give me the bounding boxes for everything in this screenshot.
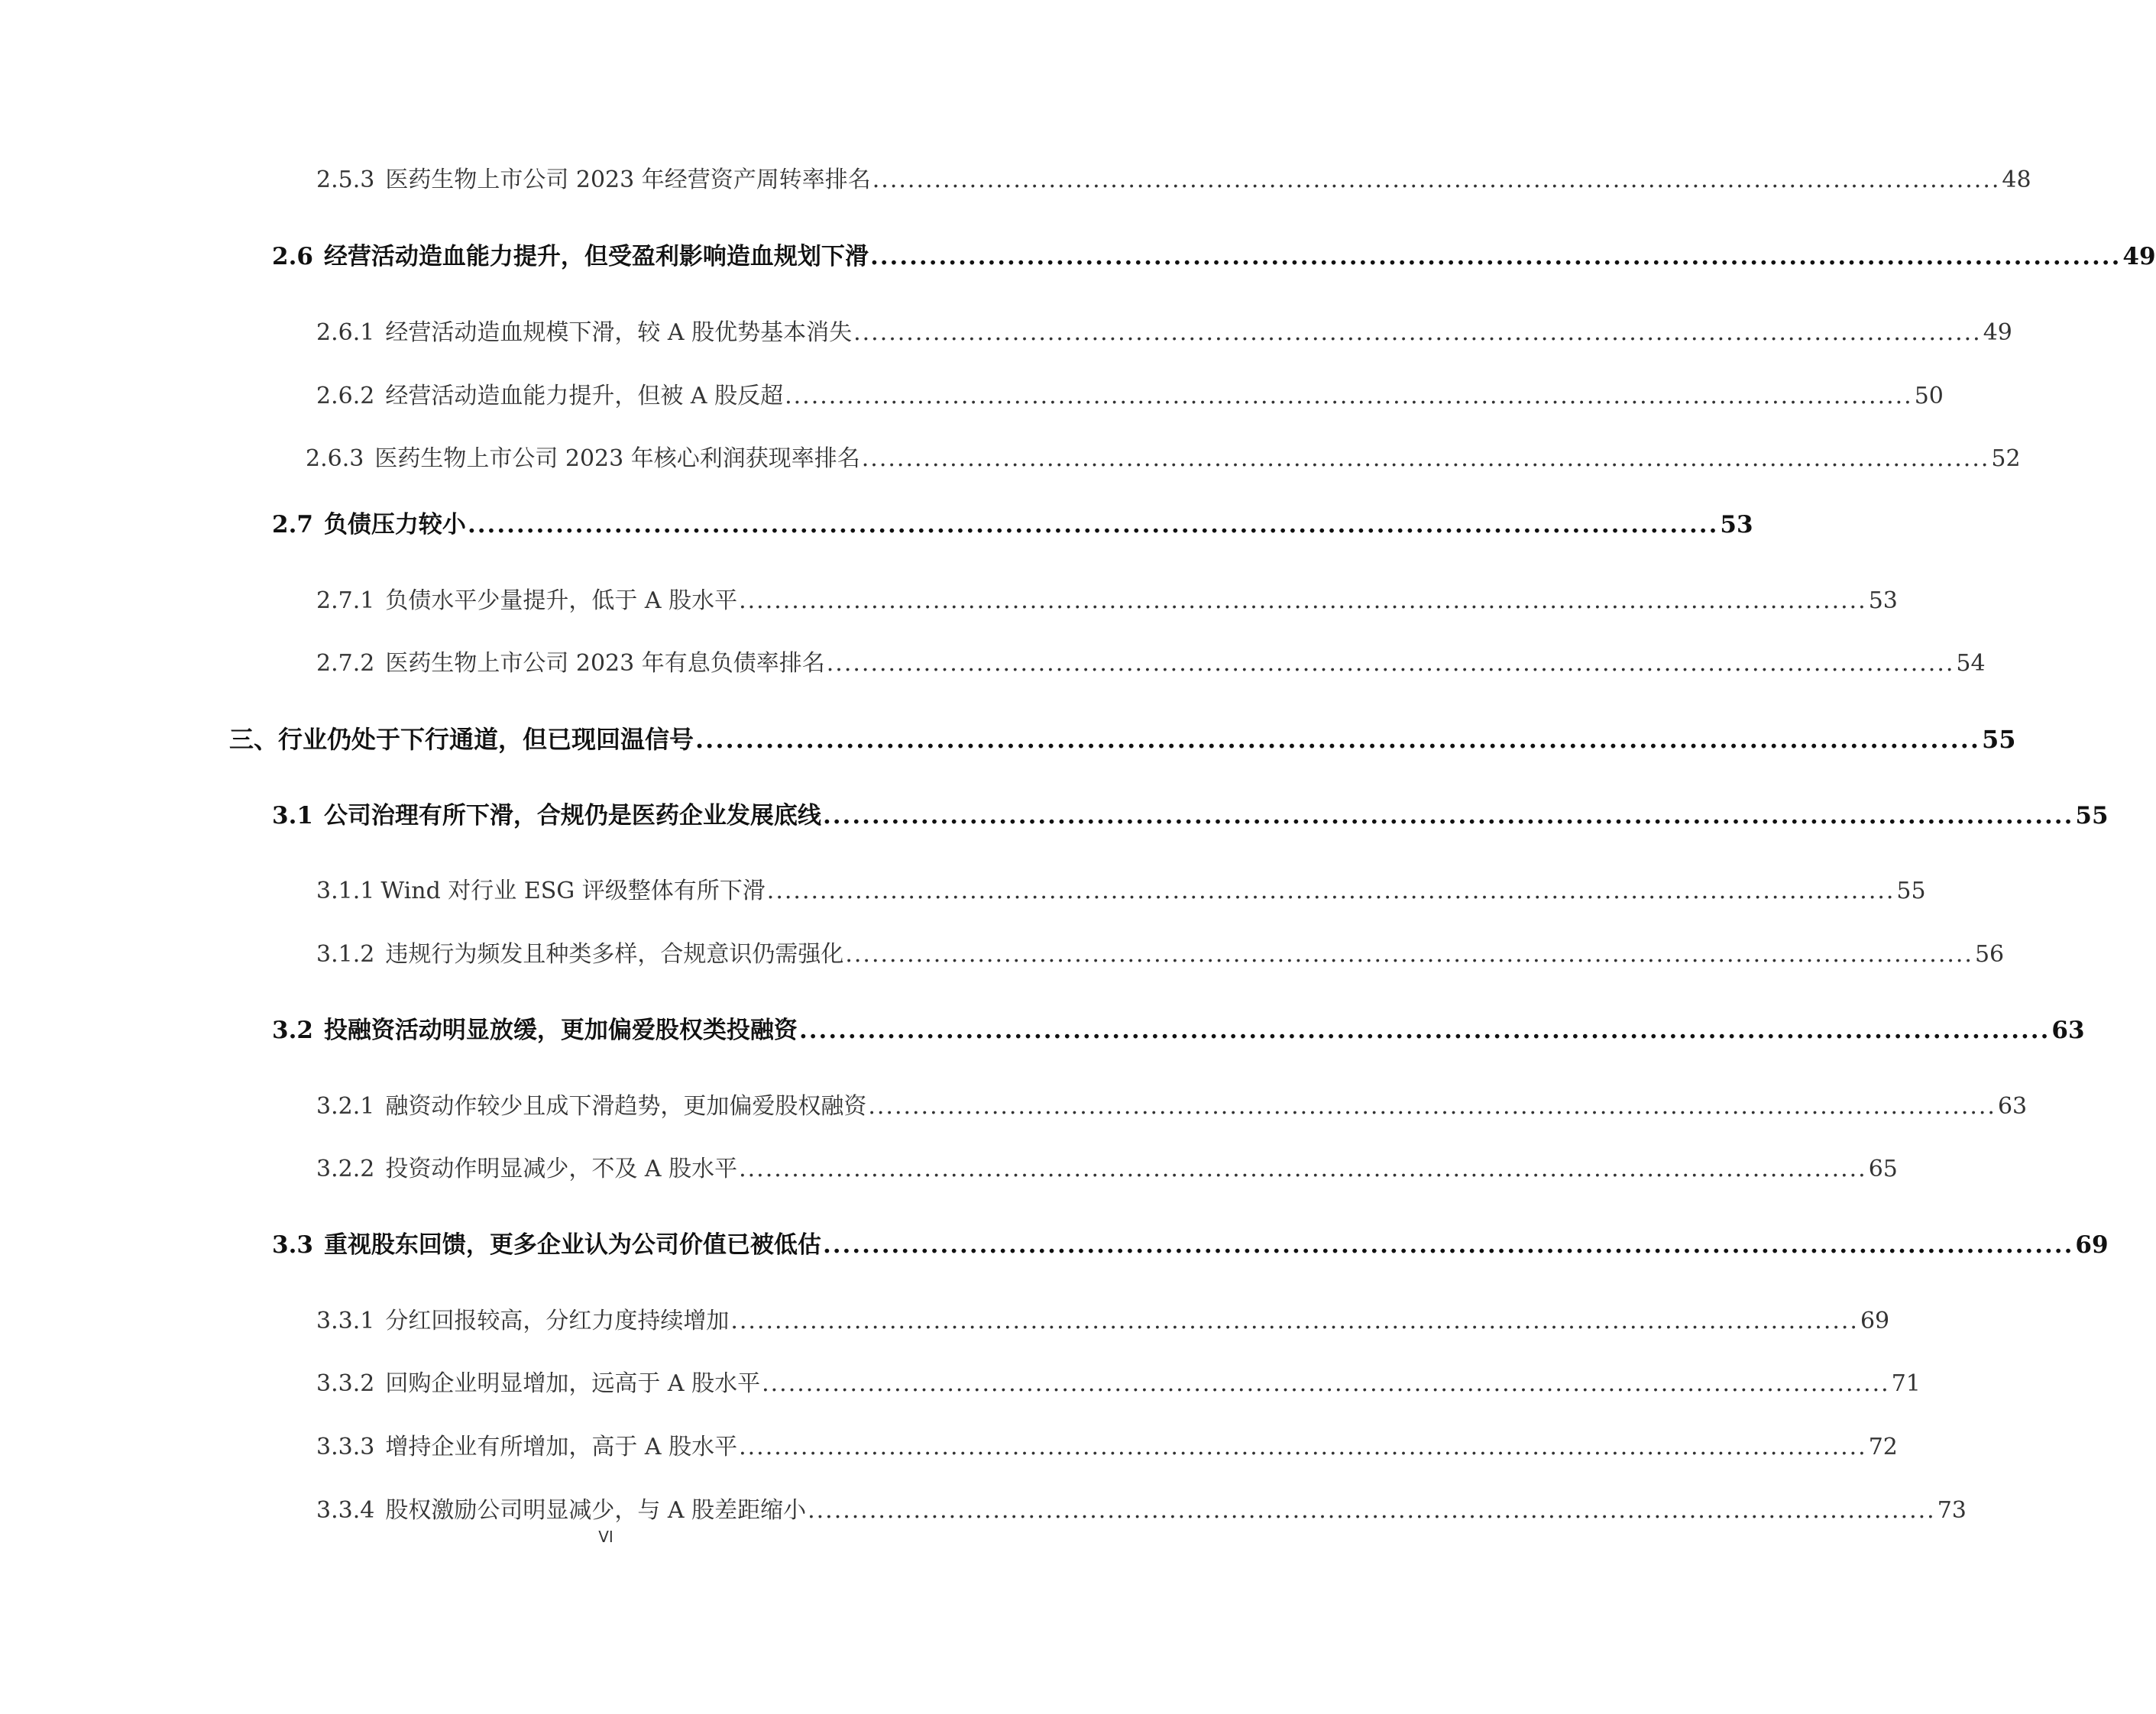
toc-entry[interactable] (316, 380, 1944, 413)
toc-entry[interactable] (316, 1090, 2028, 1124)
dot-leader: ................................................................................................................................ (739, 1434, 1867, 1460)
toc-number: 2.6.1 (316, 319, 375, 346)
toc-number: 2.7.1 (316, 587, 375, 614)
toc-entry[interactable] (272, 240, 2156, 273)
toc-entry[interactable] (316, 584, 1898, 618)
dot-leader: ................................................................................................................................ (822, 1231, 2074, 1259)
toc-entry[interactable] (316, 1494, 1967, 1528)
toc-page-number: 56 (1974, 941, 2005, 968)
toc-number: 3.2.2 (316, 1156, 375, 1182)
dot-leader: ................................................................................................................................ (766, 878, 1895, 904)
toc-entry[interactable] (316, 1431, 1898, 1464)
toc-entry[interactable] (316, 1367, 1921, 1401)
toc-page-number: 73 (1937, 1497, 1967, 1524)
toc-title: 医药生物上市公司 2023 年经营资产周转率排名 (385, 167, 871, 193)
toc-page-number: 69 (2075, 1231, 2109, 1259)
toc-title: 负债压力较小 (323, 511, 466, 538)
toc-title: 重视股东回馈，更多企业认为公司价值已被低估 (323, 1231, 821, 1259)
dot-leader: ................................................................................................................................ (808, 1497, 1936, 1524)
toc-page-number: 49 (1983, 319, 2012, 346)
toc-page-number: 55 (1982, 725, 2016, 754)
toc-title: 投融资活动明显放缓，更加偏爱股权类投融资 (323, 1017, 798, 1044)
dot-leader: ................................................................................................................................ (822, 802, 2074, 830)
toc-number: 3.1.2 (316, 941, 375, 968)
toc-title: 回购企业明显增加，远高于 A 股水平 (385, 1370, 761, 1397)
toc-number: 3.3.2 (316, 1370, 375, 1397)
toc-number: 3.3.1 (316, 1308, 375, 1334)
toc-title: 股权激励公司明显减少，与 A 股差距缩小 (385, 1497, 807, 1524)
toc-page-number: 71 (1891, 1370, 1921, 1397)
dot-leader: ................................................................................................................................ (785, 383, 1913, 409)
toc-number: 3.1 (272, 802, 313, 830)
toc-number: 3.3.3 (316, 1434, 375, 1460)
dot-leader: ................................................................................................................................ (826, 650, 1955, 677)
toc-title: 医药生物上市公司 2023 年有息负债率排名 (385, 650, 825, 677)
toc-entry[interactable] (272, 1014, 2085, 1047)
dot-leader: ................................................................................................................................ (730, 1308, 1859, 1334)
dot-leader: ................................................................................................................................ (798, 1017, 2051, 1044)
toc-number: 2.7.2 (316, 650, 375, 677)
toc-number: 2.6 (272, 243, 313, 270)
toc-title: 经营活动造血规模下滑，较 A 股优势基本消失 (385, 319, 853, 346)
toc-page-number: 50 (1914, 383, 1944, 409)
toc-title: 行业仍处于下行通道，但已现回温信号 (278, 725, 694, 754)
toc-title: 医药生物上市公司 2023 年核心利润获现率排名 (374, 445, 860, 472)
toc-entry[interactable] (229, 723, 2016, 756)
toc-entry[interactable] (316, 1153, 1898, 1186)
toc-title: 增持企业有所增加，高于 A 股水平 (385, 1434, 738, 1460)
toc-entry[interactable] (316, 316, 2012, 350)
toc-page-number: 48 (2002, 167, 2031, 193)
toc-title: 分红回报较高，分红力度持续增加 (385, 1308, 730, 1334)
toc-title: 违规行为频发且种类多样，合规意识仍需强化 (385, 941, 844, 968)
toc-page-number: 54 (1956, 650, 1986, 677)
toc-number: 3.2.1 (316, 1093, 375, 1120)
dot-leader: ................................................................................................................................ (845, 941, 1973, 968)
toc-title: Wind 对行业 ESG 评级整体有所下滑 (380, 878, 766, 904)
toc-entry[interactable] (316, 938, 2005, 972)
toc-page-number: 69 (1860, 1308, 1890, 1334)
toc-number: 3.2 (272, 1017, 313, 1044)
toc-title: 经营活动造血能力提升，但受盈利影响造血规划下滑 (323, 243, 869, 270)
toc-number: 2.5.3 (316, 167, 375, 193)
toc-entry[interactable] (272, 799, 2109, 833)
toc-page-number: 55 (1896, 878, 1926, 904)
toc-number: 3.1.1 (316, 878, 375, 904)
toc-page-number: 53 (1868, 587, 1898, 614)
toc-entry[interactable] (306, 442, 2021, 476)
toc-entry[interactable] (316, 1305, 1890, 1338)
toc-number: 2.7 (272, 511, 313, 538)
toc-page-number: 49 (2122, 243, 2156, 270)
page-footer-number: VI (598, 1528, 613, 1546)
toc-title: 负债水平少量提升，低于 A 股水平 (385, 587, 738, 614)
toc-page-number: 55 (2075, 802, 2109, 830)
toc-entry[interactable] (316, 875, 1926, 908)
toc-number: 2.6.3 (306, 445, 364, 472)
dot-leader: ................................................................................................................................ (868, 1093, 1996, 1120)
toc-number: 3.3 (272, 1231, 313, 1259)
dot-leader: ................................................................................................................................ (861, 445, 1990, 472)
dot-leader: ................................................................................................................................ (762, 1370, 1890, 1397)
dot-leader: ................................................................................................................................ (872, 167, 2001, 193)
toc-title: 融资动作较少且成下滑趋势，更加偏爱股权融资 (385, 1093, 867, 1120)
toc-title: 经营活动造血能力提升，但被 A 股反超 (385, 383, 784, 409)
toc-page-number: 63 (2051, 1017, 2085, 1044)
toc-entry[interactable] (272, 508, 1753, 542)
toc-number: 3.3.4 (316, 1497, 375, 1524)
toc-page-number: 72 (1868, 1434, 1898, 1460)
toc-title: 公司治理有所下滑，合规仍是医药企业发展底线 (323, 802, 821, 830)
toc-number: 2.6.2 (316, 383, 375, 409)
toc-page-number: 53 (1720, 511, 1753, 538)
toc-entry[interactable] (272, 1228, 2109, 1262)
dot-leader: ................................................................................................................................ (739, 587, 1867, 614)
toc-page-number: 52 (1991, 445, 2021, 472)
dot-leader: ................................................................................................................................ (467, 511, 1719, 538)
dot-leader: ................................................................................................................................ (869, 243, 2122, 270)
toc-page-number: 65 (1868, 1156, 1898, 1182)
dot-leader: ................................................................................................................................ (739, 1156, 1867, 1182)
toc-title: 投资动作明显减少，不及 A 股水平 (385, 1156, 738, 1182)
toc-entry[interactable] (316, 163, 2031, 197)
dot-leader: ................................................................................................................................ (853, 319, 1982, 346)
toc-entry[interactable] (316, 647, 1986, 681)
toc-number: 三、 (229, 725, 279, 754)
dot-leader: ................................................................................................................................ (695, 725, 1981, 754)
toc-page-number: 63 (1997, 1093, 2028, 1120)
